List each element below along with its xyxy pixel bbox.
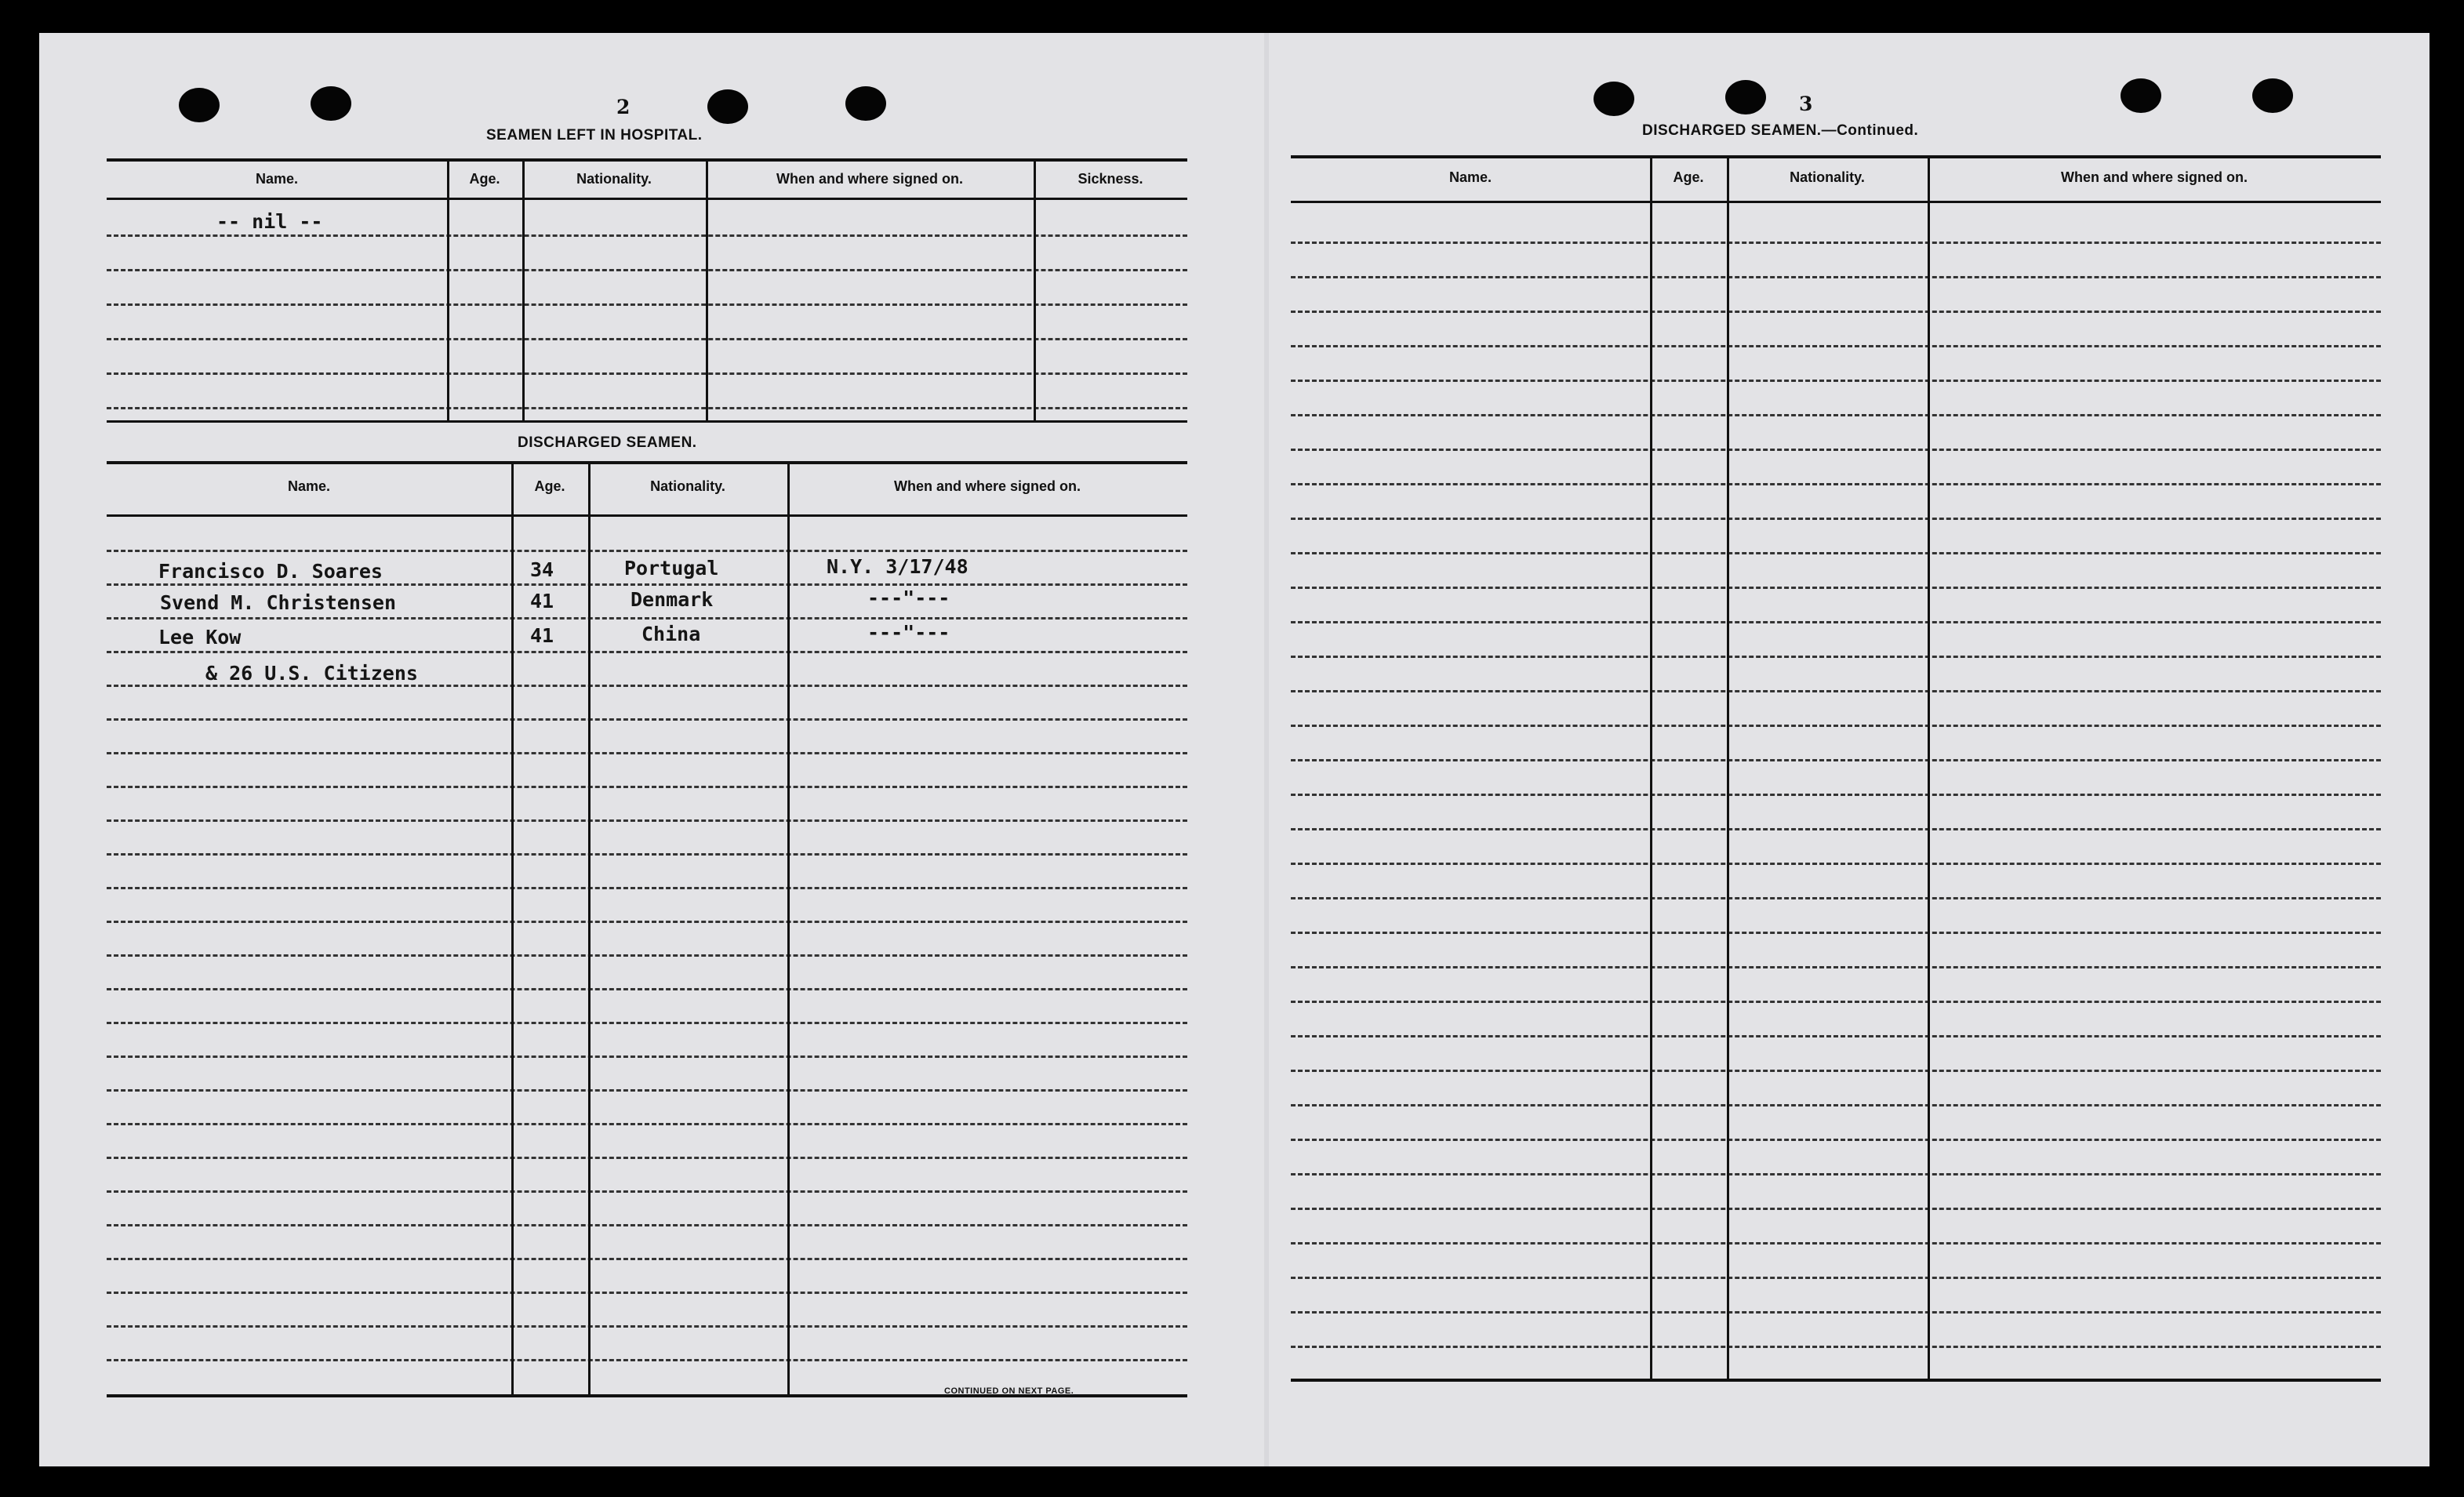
discharged-row-nationality: Denmark: [631, 588, 714, 611]
punch-hole-icon: [2121, 78, 2161, 113]
discharged-col-nationality: Nationality.: [650, 478, 725, 494]
continued-col-nationality: Nationality.: [1790, 169, 1865, 185]
hospital-col-signed-on: When and where signed on.: [776, 171, 964, 187]
discharged-row-name: Svend M. Christensen: [160, 591, 397, 614]
hospital-col-nationality: Nationality.: [576, 171, 652, 187]
hospital-col-sickness: Sickness.: [1078, 171, 1143, 187]
punch-hole-icon: [2252, 78, 2293, 113]
discharged-col-age: Age.: [534, 478, 565, 494]
discharged-row-signed-on: ---"---: [867, 587, 950, 609]
continued-col-signed-on: When and where signed on.: [2060, 169, 2248, 185]
continued-note: CONTINUED ON NEXT PAGE.: [944, 1386, 1074, 1396]
punch-hole-icon: [845, 86, 886, 121]
continued-col-age: Age.: [1673, 169, 1704, 185]
discharged-row-signed-on: N.Y. 3/17/48: [827, 555, 969, 578]
discharged-row-name: Francisco D. Soares: [158, 560, 383, 583]
hospital-col-name: Name.: [255, 171, 299, 187]
discharged-section-title: DISCHARGED SEAMEN.: [518, 434, 697, 451]
punch-hole-icon: [179, 88, 220, 122]
discharged-row-name: & 26 U.S. Citizens: [205, 662, 418, 685]
hospital-table: [107, 158, 1187, 458]
continued-col-name: Name.: [1448, 169, 1492, 185]
punch-hole-icon: [707, 89, 748, 124]
page-number-left: 2: [616, 96, 631, 118]
discharged-row-signed-on: ---"---: [867, 621, 950, 644]
discharged-col-signed-on: When and where signed on.: [893, 478, 1081, 494]
discharged-row-nationality: Portugal: [624, 557, 719, 580]
discharged-col-name: Name.: [287, 478, 331, 494]
punch-hole-icon: [311, 86, 351, 121]
punch-hole-icon: [1725, 80, 1766, 114]
page-number-right: 3: [1799, 93, 1813, 115]
discharged-continued-table: [1291, 155, 2381, 1419]
continued-section-title: DISCHARGED SEAMEN.—Continued.: [1642, 122, 1919, 139]
discharged-row-age: 41: [530, 590, 554, 612]
hospital-col-age: Age.: [469, 171, 500, 187]
discharged-row-age: 34: [530, 558, 554, 581]
discharged-table: [107, 461, 1187, 1419]
punch-hole-icon: [1594, 82, 1634, 116]
hospital-row-name: -- nil --: [216, 210, 323, 233]
discharged-row-nationality: China: [641, 623, 701, 645]
discharged-row-name: Lee Kow: [158, 626, 242, 649]
document-sheet: [39, 33, 2429, 1466]
hospital-section-title: SEAMEN LEFT IN HOSPITAL.: [486, 127, 703, 144]
discharged-row-age: 41: [530, 624, 554, 647]
page-fold: [1264, 33, 1269, 1466]
